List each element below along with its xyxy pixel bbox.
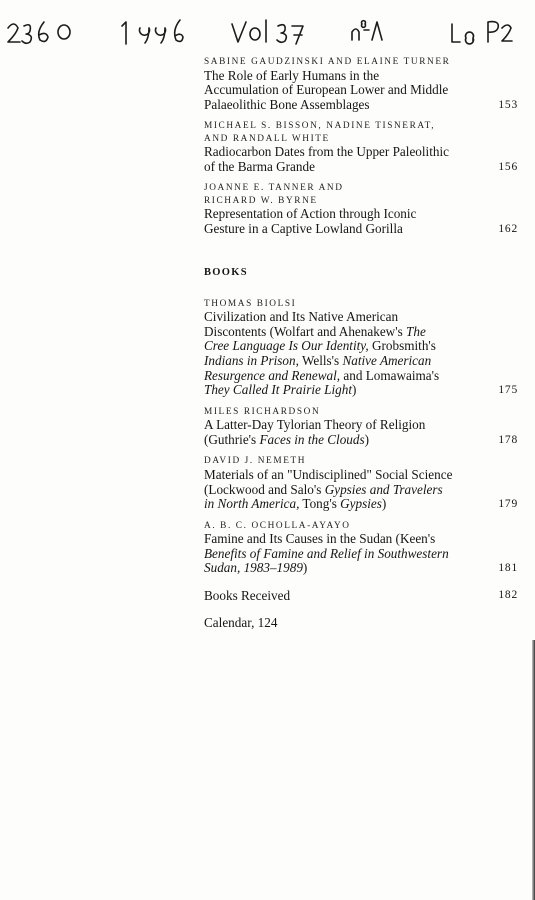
- article-entry: [204, 182, 518, 236]
- italic-book-title: Resurgence and Renewal,: [204, 367, 341, 383]
- italic-book-title: in North America,: [204, 496, 300, 512]
- title-line: Accumulation of European Lower and Middle: [204, 82, 449, 98]
- title-text: A Latter-Day Tylorian Theory of Religion: [204, 417, 426, 433]
- title-text: Tong's: [299, 496, 341, 512]
- title-line: [204, 310, 488, 325]
- review-title: [204, 418, 518, 447]
- article-page-number: 153: [498, 98, 518, 111]
- article-authors: [204, 56, 518, 69]
- article-page-number: 162: [498, 223, 518, 236]
- italic-book-title: Faces in the Clouds: [259, 431, 365, 447]
- italic-book-title: They Called It Prairie Light: [204, 382, 352, 398]
- title-line: The Role of Early Humans in the: [204, 67, 380, 83]
- review-page-number: 178: [498, 433, 518, 446]
- title-line: [204, 418, 488, 433]
- reviewer-name: DAVID J. NEMETH: [204, 456, 307, 467]
- books-heading: BOOKS: [204, 266, 248, 278]
- title-text: ): [302, 560, 308, 576]
- italic-book-title: Gypsies and Travelers: [324, 481, 443, 497]
- title-line: [204, 339, 488, 354]
- title-text: ): [381, 496, 387, 512]
- italic-book-title: Benefits of Famine and Relief in Southwestern: [204, 545, 449, 561]
- title-line: [204, 383, 488, 398]
- article-title: [204, 207, 518, 236]
- reviewer-name: A. B. C. OCHOLLA-AYAYO: [204, 520, 351, 531]
- article-title: [204, 145, 518, 174]
- title-line: [204, 561, 488, 576]
- title-line: [204, 354, 488, 369]
- handwritten-notes-drawing: [0, 10, 535, 50]
- review-title: [204, 532, 518, 576]
- books-received-entry: [204, 588, 518, 603]
- books-section: [204, 298, 518, 576]
- article-authors: [204, 182, 518, 207]
- title-line: [204, 468, 488, 483]
- title-line: Palaeolithic Bone Assemblages: [204, 96, 370, 112]
- review-page-number: 179: [498, 498, 518, 511]
- title-text: (Lockwood and Salo's: [204, 481, 325, 497]
- book-review-entry: [204, 520, 518, 576]
- author-line: RICHARD W. BYRNE: [204, 195, 318, 206]
- table-of-contents: [204, 56, 518, 630]
- title-line: Representation of Action through Iconic: [204, 206, 417, 222]
- book-review-entry: [204, 406, 518, 448]
- review-page-number: 175: [498, 384, 518, 397]
- title-text: Civilization and Its Native American: [204, 309, 399, 325]
- title-line: [204, 547, 488, 562]
- italic-book-title: Gypsies: [340, 496, 382, 512]
- title-text: Famine and Its Causes in the Sudan (Keen's: [204, 531, 436, 547]
- title-text: Grobsmith's: [368, 338, 436, 354]
- title-line: [204, 483, 488, 498]
- book-review-entry: [204, 298, 518, 398]
- review-title: [204, 468, 518, 512]
- article-page-number: 156: [498, 160, 518, 173]
- title-text: ): [352, 382, 357, 398]
- books-received-label: Books Received: [204, 587, 291, 603]
- italic-book-title: The: [406, 323, 426, 339]
- article-title: [204, 69, 518, 113]
- title-text: Wells's: [298, 352, 343, 368]
- books-received-page: 182: [498, 589, 518, 602]
- article-authors: [204, 120, 518, 145]
- italic-book-title: Cree Language Is Our Identity,: [204, 338, 369, 354]
- author-line: MICHAEL S. BISSON, NADINE TISNERAT,: [204, 121, 436, 132]
- handwritten-annotations: [0, 10, 535, 50]
- article-entry: [204, 56, 518, 112]
- author-line: AND RANDALL WHITE: [204, 133, 330, 144]
- italic-book-title: Sudan, 1983–1989: [204, 560, 303, 576]
- title-line: of the Barma Grande: [204, 158, 315, 174]
- title-line: Radiocarbon Dates from the Upper Paleolithic: [204, 144, 449, 160]
- reviewer-name: THOMAS BIOLSI: [204, 298, 297, 309]
- review-title: [204, 310, 518, 398]
- book-review-entry: [204, 455, 518, 511]
- title-text: Discontents (Wolfart and Ahenakew's: [204, 323, 407, 339]
- title-text: ): [364, 431, 370, 447]
- italic-book-title: Indians in Prison,: [204, 352, 299, 368]
- article-entry: [204, 120, 518, 174]
- title-line: [204, 433, 488, 448]
- title-text: Materials of an "Undisciplined" Social Science: [204, 466, 453, 482]
- reviewer-name: MILES RICHARDSON: [204, 406, 321, 417]
- calendar-entry: Calendar, 124: [204, 614, 278, 630]
- italic-book-title: Native American: [342, 352, 432, 368]
- title-text: (Guthrie's: [204, 431, 260, 447]
- title-line: Gesture in a Captive Lowland Gorilla: [204, 221, 403, 237]
- review-page-number: 181: [498, 562, 518, 575]
- title-line: [204, 369, 488, 384]
- title-line: [204, 532, 488, 547]
- articles-section: [204, 56, 518, 237]
- author-line: JOANNE E. TANNER AND: [204, 183, 344, 194]
- title-text: and Lomawaima's: [340, 367, 440, 383]
- title-line: [204, 325, 488, 340]
- author-line: SABINE GAUDZINSKI AND ELAINE TURNER: [204, 57, 451, 67]
- title-line: [204, 497, 488, 512]
